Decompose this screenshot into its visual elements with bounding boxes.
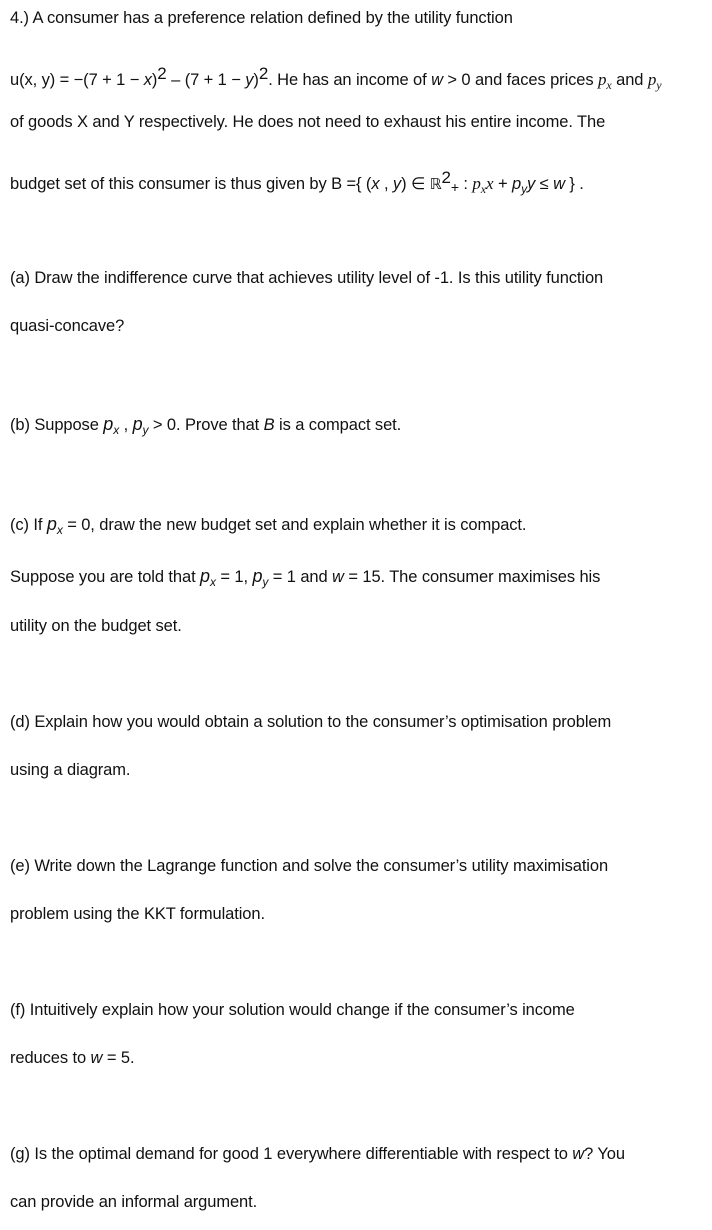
part-c-pre: (c) If [10, 516, 47, 534]
part-c-line [10, 514, 526, 540]
part-f-post: = 5. [102, 1049, 135, 1067]
part-c-px: $p_x$ [46, 514, 63, 537]
utility-paren-2: ) [253, 71, 259, 89]
budget-comma: , [379, 175, 393, 193]
part-e-line-2: problem using the KKT formulation. [10, 905, 265, 923]
price-px: $p_x$ [598, 70, 612, 92]
part-b-comma: , [119, 416, 133, 434]
scenario-px: $p_x$ [200, 566, 216, 589]
part-g-post: ? You [584, 1145, 625, 1163]
budget-x: x [371, 175, 380, 193]
part-g-w: w [572, 1145, 585, 1163]
budget-px: $p_xx$ [472, 174, 494, 196]
budget-colon: : [458, 175, 473, 193]
utility-exponent-1: 2 [157, 64, 167, 83]
income-w: w [431, 71, 443, 89]
problem-intro-line-2 [10, 64, 662, 95]
scenario-line-1 [10, 566, 600, 592]
utility-paren: ) [151, 71, 158, 89]
part-f-line-2 [10, 1048, 134, 1068]
part-f-line-1: (f) Intuitively explain how your solution would change if the consumer’s income [10, 1001, 575, 1019]
part-e-line-1: (e) Write down the Lagrange function and solve the consumer’s utility maximisation [10, 857, 609, 875]
utility-y: y [245, 71, 254, 89]
part-b-end: is a compact set. [274, 416, 402, 434]
part-b-set-B: B [263, 416, 275, 434]
part-b-py: $p_y$ [132, 414, 149, 437]
budget-py: $p_yy$ [512, 175, 536, 196]
budget-y: y [392, 175, 402, 193]
problem-intro-line-1: 4.) A consumer has a preference relation defined by the utility function [10, 9, 513, 27]
problem-intro-line-3: of goods X and Y respectively. He does not need to exhaust his entire income. The [10, 113, 606, 131]
budget-set-text: budget set of this consumer is thus given by B ={ ( [10, 175, 372, 193]
problem-intro-line-4 [10, 168, 584, 199]
part-b-post: > 0. Prove that [148, 416, 264, 434]
part-c-post: = 0, draw the new budget set and explain whether it is compact. [62, 516, 527, 534]
part-g-line-2: can provide an informal argument. [10, 1193, 258, 1211]
scenario-mid2: = 1 and [268, 568, 333, 586]
part-f-pre: reduces to [10, 1049, 91, 1067]
part-b-pre: (b) Suppose [10, 416, 104, 434]
scenario-line-2: utility on the budget set. [10, 617, 182, 635]
scenario-pre: Suppose you are told that [10, 568, 201, 586]
part-a-line-2: quasi-concave? [10, 317, 125, 335]
price-py: $p_y$ [647, 70, 662, 92]
and-text: and [611, 71, 648, 89]
utility-mid: – (7 + 1 − [166, 71, 246, 89]
budget-leq: ≤ [535, 175, 554, 193]
scenario-mid: = 1, [215, 568, 253, 586]
income-text: . He has an income of [268, 71, 432, 89]
real-numbers-symbol: ℝ [429, 175, 442, 193]
budget-plus: + [493, 175, 512, 193]
part-d-line-1: (d) Explain how you would obtain a solution to the consumer’s optimisation problem [10, 713, 612, 731]
scenario-py: $p_y$ [252, 566, 269, 589]
part-b-line [10, 414, 401, 440]
real-plus: + [450, 179, 459, 195]
price-text: > 0 and faces prices [442, 71, 599, 89]
utility-lhs: u(x, y) = −(7 + 1 − [10, 71, 144, 89]
scenario-post: = 15. The consumer maximises his [343, 568, 601, 586]
part-g-line-1 [10, 1144, 625, 1164]
real-exponent: 2 [441, 168, 451, 187]
part-a-line-1: (a) Draw the indifference curve that achieves utility level of -1. Is this utility function [10, 269, 604, 287]
budget-end: } . [564, 175, 584, 193]
scenario-w: w [332, 568, 344, 586]
part-d-line-2: using a diagram. [10, 761, 131, 779]
budget-w: w [553, 175, 565, 193]
part-b-px: $p_x$ [103, 414, 120, 437]
part-f-w: w [90, 1049, 103, 1067]
utility-exponent-2: 2 [258, 64, 269, 83]
budget-in: ) ∈ [401, 175, 430, 193]
utility-x: x [143, 71, 152, 89]
part-g-pre: (g) Is the optimal demand for good 1 everywhere differentiable with respect to [10, 1145, 573, 1163]
